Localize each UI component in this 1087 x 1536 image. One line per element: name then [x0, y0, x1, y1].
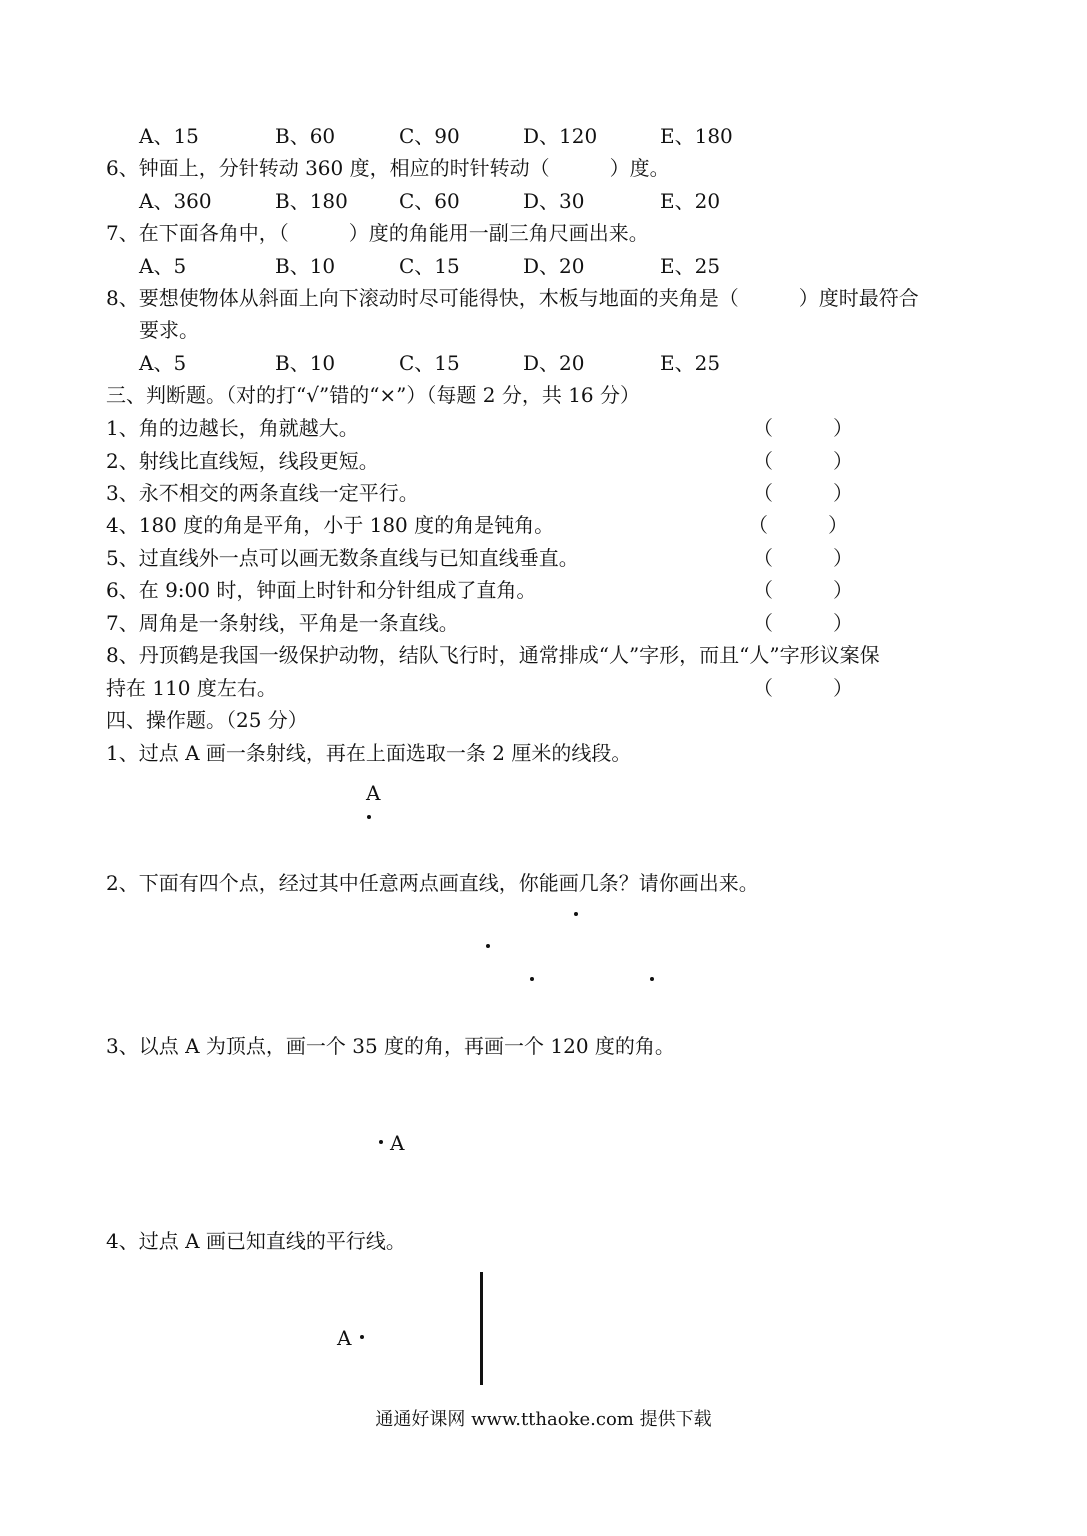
q7-text: 7、在下面各角中，（ ）度的角能用一副三角尺画出来。 — [106, 221, 649, 245]
judge-item-8-line2: 持在 110 度左右。 — [106, 676, 277, 700]
answer-blank-3[interactable]: （ ） — [753, 481, 853, 505]
operation-section-title: 四、操作题。（25 分） — [106, 708, 308, 732]
judge-item-2: 2、射线比直线短，线段更短。 — [106, 449, 379, 473]
answer-blank-7[interactable]: （ ） — [753, 611, 853, 635]
q6-option-e: E、20 — [660, 189, 721, 213]
point-a-label-q3: A — [390, 1131, 405, 1155]
q7-option-c: C、15 — [399, 254, 460, 278]
q6-option-b: B、180 — [275, 189, 348, 213]
judge-item-5: 5、过直线外一点可以画无数条直线与已知直线垂直。 — [106, 546, 579, 570]
operation-q2: 2、下面有四个点，经过其中任意两点画直线，你能画几条？请你画出来。 — [106, 871, 759, 895]
q5-option-b: B、60 — [275, 124, 336, 148]
point-a-q1 — [367, 815, 371, 819]
q8-option-e: E、25 — [660, 351, 721, 375]
q7-option-d: D、20 — [523, 254, 585, 278]
answer-blank-4[interactable]: （ ） — [748, 513, 848, 537]
answer-blank-1[interactable]: （ ） — [753, 416, 853, 440]
judge-item-7: 7、周角是一条射线，平角是一条直线。 — [106, 611, 459, 635]
judge-item-3: 3、永不相交的两条直线一定平行。 — [106, 481, 419, 505]
given-straight-line — [480, 1272, 483, 1385]
q8-text-line2: 要求。 — [139, 318, 199, 342]
judge-item-1: 1、角的边越长，角就越大。 — [106, 416, 359, 440]
q6-option-a: A、360 — [139, 189, 212, 213]
q8-text-line1: 8、要想使物体从斜面上向下滚动时尽可能得快，木板与地面的夹角是（ ）度时最符合 — [106, 286, 919, 310]
point-a-q3 — [379, 1140, 383, 1144]
q7-option-a: A、5 — [139, 254, 187, 278]
operation-q1: 1、过点 A 画一条射线，再在上面选取一条 2 厘米的线段。 — [106, 741, 632, 765]
footer-source: 通通好课网 www.tthaoke.com 提供下载 — [375, 1409, 712, 1430]
q6-option-c: C、60 — [399, 189, 460, 213]
q8-option-b: B、10 — [275, 351, 336, 375]
point-a-q4 — [360, 1335, 364, 1339]
q5-option-e: E、180 — [660, 124, 733, 148]
judge-item-6: 6、在 9:00 时，钟面上时针和分针组成了直角。 — [106, 578, 537, 602]
operation-q3: 3、以点 A 为顶点，画一个 35 度的角，再画一个 120 度的角。 — [106, 1034, 675, 1058]
judge-item-4: 4、180 度的角是平角，小于 180 度的角是钝角。 — [106, 513, 555, 537]
answer-blank-8[interactable]: （ ） — [753, 676, 853, 700]
point-q2-4 — [650, 977, 654, 981]
point-q2-1 — [574, 912, 578, 916]
q8-option-a: A、5 — [139, 351, 187, 375]
point-a-label-q4: A — [337, 1326, 352, 1350]
answer-blank-5[interactable]: （ ） — [753, 546, 853, 570]
point-q2-2 — [486, 944, 490, 948]
judge-section-title: 三、判断题。（对的打“√”错的“×”）（每题 2 分，共 16 分） — [106, 383, 641, 407]
q8-option-c: C、15 — [399, 351, 460, 375]
q5-option-a: A、15 — [139, 124, 199, 148]
operation-q4: 4、过点 A 画已知直线的平行线。 — [106, 1229, 406, 1253]
q8-option-d: D、20 — [523, 351, 585, 375]
point-a-label-q1: A — [366, 781, 381, 805]
q7-option-b: B、10 — [275, 254, 336, 278]
q7-option-e: E、25 — [660, 254, 721, 278]
q6-option-d: D、30 — [523, 189, 585, 213]
q5-option-c: C、90 — [399, 124, 460, 148]
q6-text: 6、钟面上，分针转动 360 度，相应的时针转动（ ）度。 — [106, 156, 670, 180]
answer-blank-6[interactable]: （ ） — [753, 578, 853, 602]
answer-blank-2[interactable]: （ ） — [753, 449, 853, 473]
judge-item-8-line1: 8、丹顶鹤是我国一级保护动物，结队飞行时，通常排成“人”字形，而且“人”字形议案保 — [106, 643, 880, 667]
point-q2-3 — [530, 977, 534, 981]
q5-option-d: D、120 — [523, 124, 598, 148]
